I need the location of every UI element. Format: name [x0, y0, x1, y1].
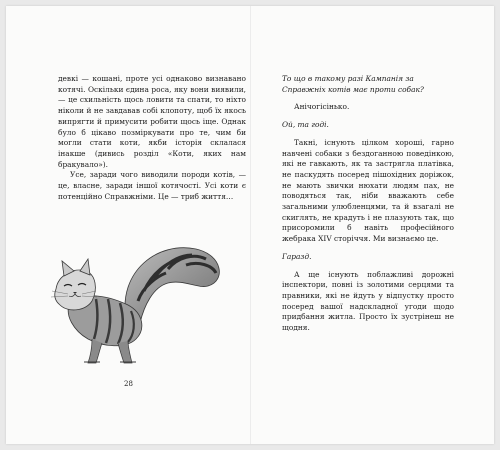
- answer-3: А ще існують поблажливі дорожні інспектори, повні із золотими серцями та правники, які не йдуть у відпустку просто посеред вашої надскладної угоди щодо придбання житла. Просто їх зустрінеш не щодня.: [282, 269, 454, 333]
- question-3: Гаразд.: [282, 251, 312, 261]
- page-number: 28: [124, 380, 133, 388]
- answer-1: Анічогісінько.: [294, 102, 350, 112]
- book-gutter: [250, 6, 251, 444]
- question-2: Ой, та годі.: [282, 120, 329, 130]
- answer-2: Такні, існують цілком хороші, гарно навчені собаки з бездоганною поведінкою, які не гавкають, як та застрягла платівка, не паскудять посеред пішохідних доріжок, не мають звички нюхати людям пах, не поводяться так, ніби вважають себе загальними улюбленцями, та й взагалі не скиглять, не крадуть і не плазують так, що присоромили б навіть професійного жебрака XIV сторіччя. Ми визнаємо це.: [282, 137, 454, 244]
- right-page-text: [282, 74, 454, 341]
- book-spread: [6, 6, 494, 444]
- left-paragraph-2: Усе, заради чого виводили породи котів, — це, власне, заради іншої котячості. Усі коти є потенційно Справжніми. Це — триб життя…: [58, 170, 246, 201]
- cat-illustration: [48, 231, 228, 371]
- question-1: То що в такому разі Кампанія за Справжніх котів має проти собак?: [282, 74, 424, 94]
- left-paragraph-1: девкі — кошані, проте усі однаково визнавано котячі. Оскільки єдина роса, яку вони виявили, — це схильність щось ловити та спати, то ніхто ніколи й не завдавав собі клопоту, щоб їх якось випрягти й примусити робити щось іще. Однак було б цікаво позміркувати про те, чим би могли стати коти, якби історія склалася інакше (дивись розділ «Коти, яких нам бракувало»).: [58, 74, 246, 169]
- left-page-text: [58, 74, 246, 202]
